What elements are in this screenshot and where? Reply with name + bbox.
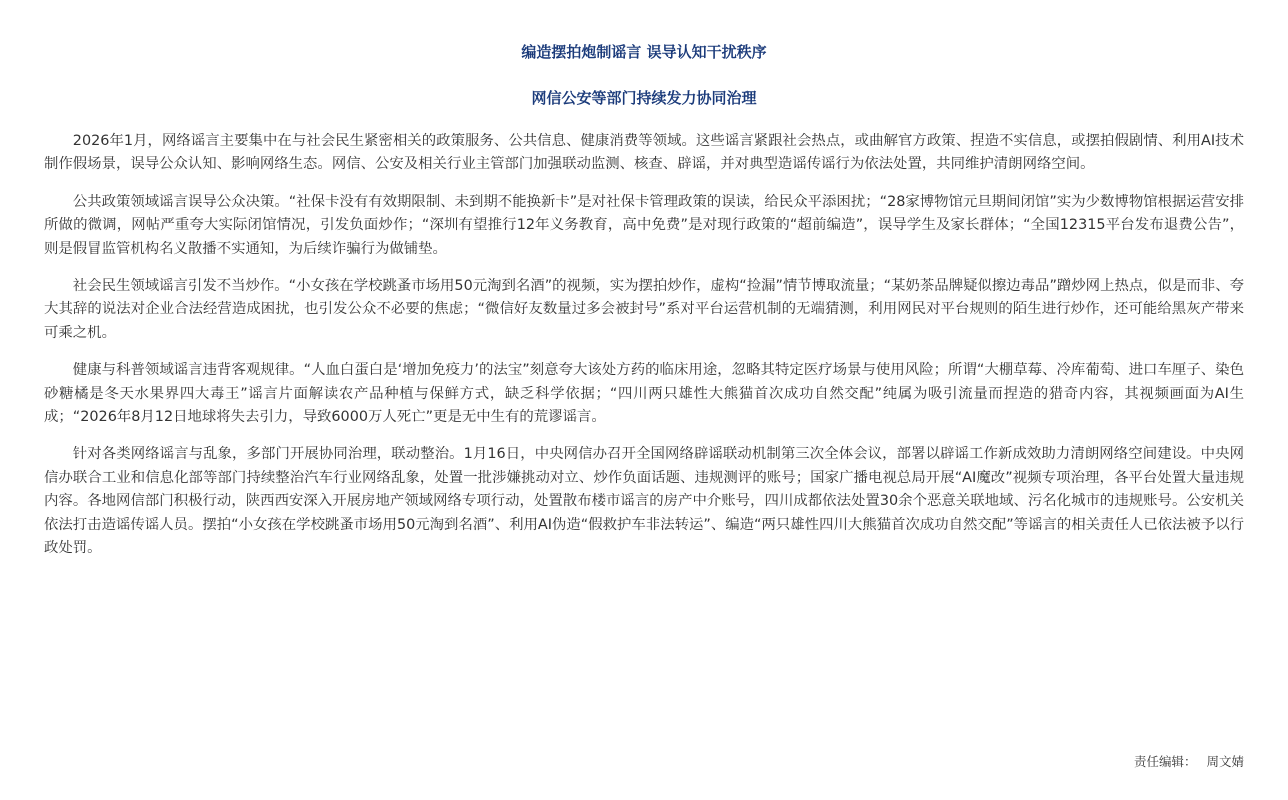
article-paragraph: 健康与科普领域谣言违背客观规律。“人血白蛋白是‘增加免疫力’的法宝”刻意夸大该处方药的临床用途，忽略其特定医疗场景与使用风险；所谓“大棚草莓、冷库葡萄、进口车厘子、染色砂糖橘是冬天水果界四大毒王”谣言片面解读农产品种植与保鲜方式，缺乏科学依据；“四川两只雄性大熊猫首次成功自然交配”纯属为吸引流量而捏造的猎奇内容，其视频画面为AI生成；“2026年8月12日地球将失去引力，导致6000万人死亡”更是无中生有的荒谬谣言。	[44, 362, 1244, 426]
article-paragraph: 社会民生领域谣言引发不当炒作。“小女孩在学校跳蚤市场用50元淘到名酒”的视频，实为摆拍炒作，虚构“捡漏”情节博取流量；“某奶茶品牌疑似擦边毒品”蹭炒网上热点，似是而非、夸大其辞的说法对企业合法经营造成困扰，也引发公众不必要的焦虑；“微信好友数量过多会被封号”系对平台运营机制的无端猜测，利用网民对平台规则的陌生进行炒作，还可能给黑灰产带来可乘之机。	[44, 278, 1244, 341]
editor-name: 周文婧	[1206, 754, 1244, 769]
editor-label: 责任编辑：	[1133, 754, 1197, 769]
article-paragraph: 2026年1月，网络谣言主要集中在与社会民生紧密相关的政策服务、公共信息、健康消费等领域。这些谣言紧跟社会热点，或曲解官方政策、捏造不实信息，或摆拍假剧情、利用AI技术制作假场景，误导公众认知、影响网络生态。网信、公安及相关行业主管部门加强联动监测、核查、辟谣，并对典型造谣传谣行为依法处置，共同维护清朗网络空间。	[44, 133, 1244, 173]
editor-credit	[1134, 754, 1244, 770]
article-paragraph: 公共政策领域谣言误导公众决策。“社保卡没有有效期限制、未到期不能换新卡”是对社保卡管理政策的误读，给民众平添困扰；“28家博物馆元旦期间闭馆”实为少数博物馆根据运营安排所做的微调，网帖严重夸大实际闭馆情况，引发负面炒作；“深圳有望推行12年义务教育，高中免费”是对现行政策的“超前编造”，误导学生及家长群体；“全国12315平台发布退费公告”，则是假冒监管机构名义散播不实通知，为后续诈骗行为做铺垫。	[44, 193, 1244, 257]
article-body	[44, 130, 1244, 575]
article-subtitle: 网信公安等部门持续发力协同治理	[531, 89, 757, 107]
article-title: 编造摆拍炮制谣言 误导认知干扰秩序	[521, 43, 767, 61]
article-paragraph: 针对各类网络谣言与乱象，多部门开展协同治理，联动整治。1月16日，中央网信办召开全国网络辟谣联动机制第三次全体会议，部署以辟谣工作新成效助力清朗网络空间建设。中央网信办联合工业和信息化部等部门持续整治汽车行业网络乱象，处置一批涉嫌挑动对立、炒作负面话题、违规测评的账号；国家广播电视总局开展“AI魔改”视频专项治理，各平台处置大量违规内容。各地网信部门积极行动，陕西西安深入开展房地产领域网络专项行动，处置散布楼市谣言的房产中介账号，四川成都依法处置30余个恶意关联地域、污名化城市的违规账号。公安机关依法打击造谣传谣人员。摆拍“小女孩在学校跳蚤市场用50元淘到名酒”、利用AI伪造“假救护车非法转运”、编造“两只雄性四川大熊猫首次成功自然交配”等谣言的相关责任人已依法被予以行政处罚。	[44, 446, 1244, 557]
